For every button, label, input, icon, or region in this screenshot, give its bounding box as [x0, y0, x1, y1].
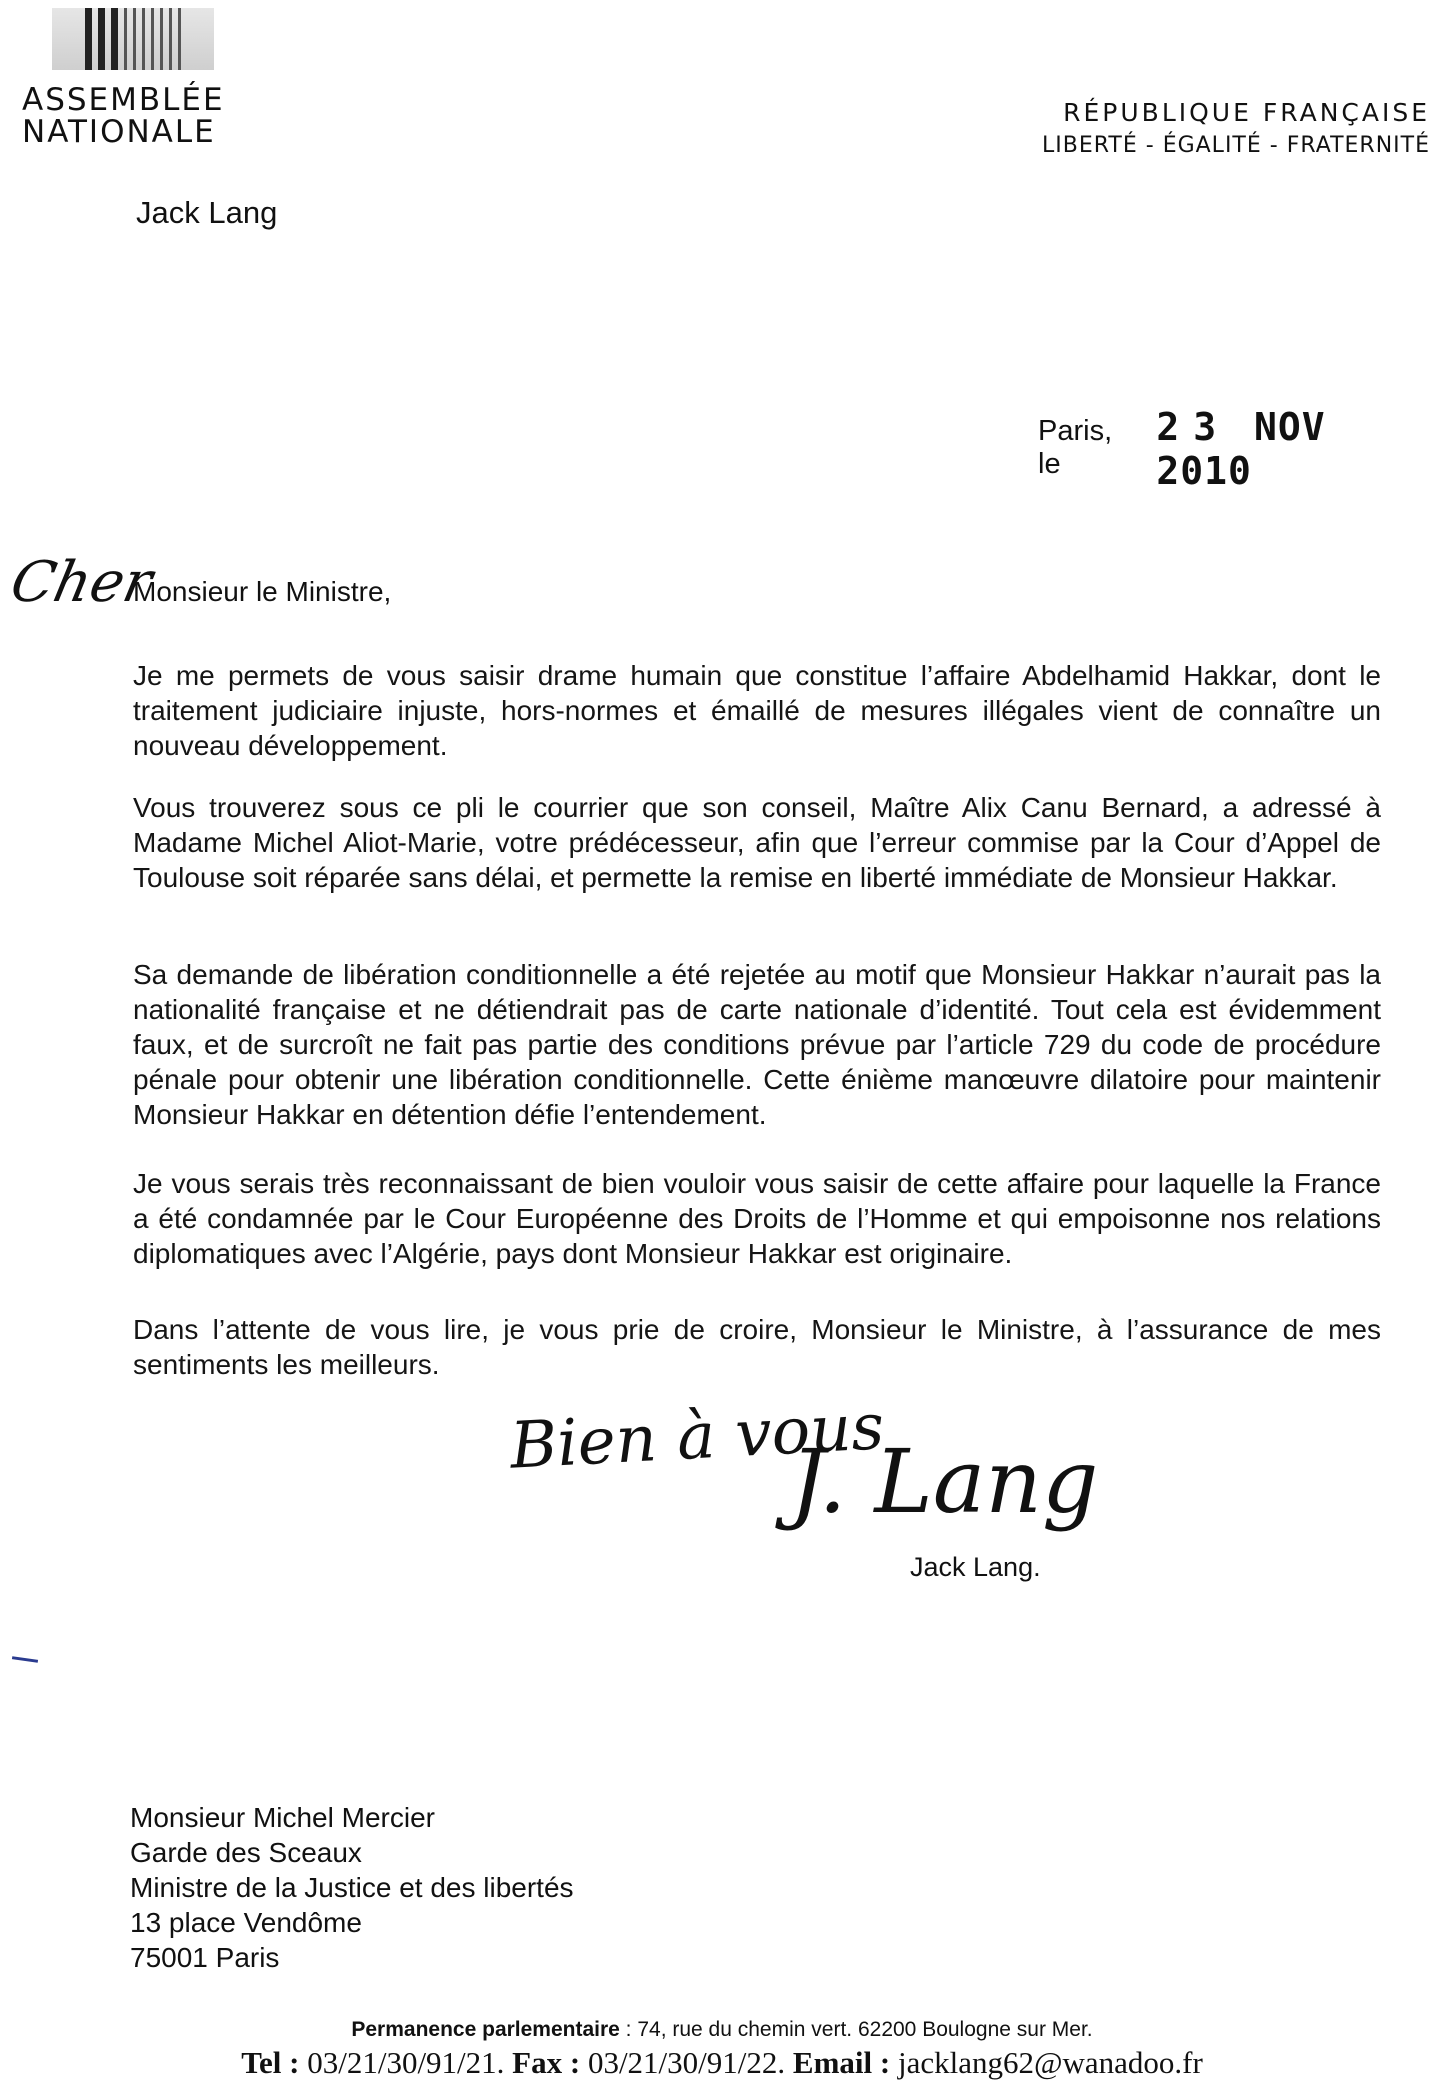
date-month-year: NOV 2010 — [1156, 405, 1326, 493]
handwritten-greeting: Cher — [5, 550, 158, 615]
body-paragraph: Je me permets de vous saisir drame humain que constitue l’affaire Abdelhamid Hakkar, dont le traitement judiciaire injuste, hors-normes et émaillé de mesures illégales vient de connaître un nouveau développement. — [133, 660, 1381, 761]
date-prefix: Paris, le — [1038, 415, 1113, 480]
date-stamp — [1156, 405, 1444, 493]
recipient-line: 75001 Paris — [130, 1942, 280, 1973]
date-day: 23 — [1156, 405, 1231, 449]
body-paragraph: Sa demande de libération conditionnelle a été rejetée au motif que Monsieur Hakkar n’aurait pas la nationalité française et ne détiendrait pas de carte nationale d’identité. Tout cela est évidemment faux, et de surcroît ne fait pas partie des conditions prévue par l’article 729 du code de procédure pénale pour obtenir une libération conditionnelle. Cette énième manœuvre dilatoire pour maintenir Monsieur Hakkar en détention défie l’entendement. — [133, 959, 1381, 1130]
recipient-line: 13 place Vendôme — [130, 1907, 362, 1938]
assemblee-nationale-logo — [22, 8, 232, 148]
republic-motto: LIBERTÉ - ÉGALITÉ - FRATERNITÉ — [1042, 133, 1430, 158]
recipient-line: Ministre de la Justice et des libertés — [130, 1872, 574, 1903]
fax-number: 03/21/30/91/22. — [580, 2045, 793, 2080]
tel-number: 03/21/30/91/21. — [299, 2045, 513, 2080]
email-label: Email : — [792, 2045, 891, 2080]
recipient-line: Garde des Sceaux — [130, 1837, 362, 1868]
tel-label: Tel : — [241, 2045, 300, 2080]
salutation: Monsieur le Ministre, — [133, 576, 392, 607]
office-address-text: : 74, rue du chemin vert. 62200 Boulogne sur Mer. — [619, 2018, 1093, 2041]
fax-label: Fax : — [512, 2045, 581, 2080]
recipient-address — [130, 1800, 574, 1975]
logo-emblem — [52, 8, 214, 70]
ink-mark — [12, 1656, 38, 1663]
body-paragraph: Dans l’attente de vous lire, je vous prie de croire, Monsieur le Ministre, à l’assurance de mes sentiments les meilleurs. — [133, 1314, 1381, 1380]
signature: J. Lang — [790, 1430, 1099, 1533]
republic-header — [1042, 98, 1430, 158]
contact-line — [0, 2045, 1444, 2081]
body-paragraph: Vous trouverez sous ce pli le courrier que son conseil, Maître Alix Canu Bernard, a adressé à Madame Michel Aliot-Marie, votre prédécesseur, afin que l’erreur commise par la Cour d’Appel de Toulouse soit réparée sans délai, et permette la remise en liberté immédiate de Monsieur Hakkar. — [133, 792, 1381, 893]
logo-line-1: ASSEMBLÉE — [22, 82, 225, 118]
author-name: Jack Lang — [136, 195, 278, 230]
body-paragraph: Je vous serais très reconnaissant de bien vouloir vous saisir de cette affaire pour laquelle la France a été condamnée par le Cour Européenne des Droits de l’Homme et qui empoisonne nos relations diplomatiques avec l’Algérie, pays dont Monsieur Hakkar est originaire. — [133, 1168, 1381, 1269]
email-address: jacklang62@wanadoo.fr — [890, 2045, 1203, 2080]
office-address — [0, 2018, 1444, 2042]
office-label: Permanence parlementaire — [351, 2018, 620, 2041]
republic-title: RÉPUBLIQUE FRANÇAISE — [1063, 98, 1430, 127]
letter-date — [1038, 405, 1444, 493]
signatory-name: Jack Lang. — [910, 1552, 1041, 1582]
handwritten-closing: Bien à vous — [508, 1390, 886, 1484]
logo-line-2: NATIONALE — [22, 114, 216, 150]
recipient-line: Monsieur Michel Mercier — [130, 1802, 435, 1833]
